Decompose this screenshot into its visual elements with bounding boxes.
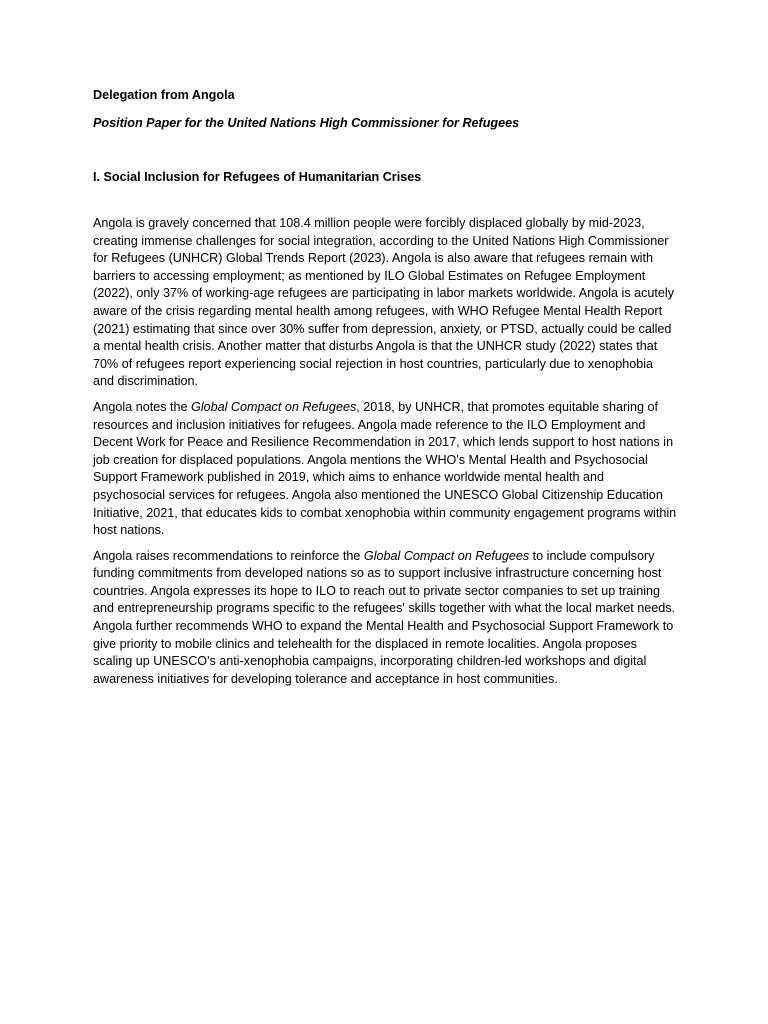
section-heading: I. Social Inclusion for Refugees of Humanitarian Crises [93,170,422,184]
paragraph-3 [93,548,677,689]
paragraph-3-body: to include compulsory funding commitments from developed nations so as to support inclusive infrastructure concerning host countries. Angola expresses its hope to ILO to reach out to private sector companies to set up training and entrepreneurship programs specific to the refugees' skills together with what the local market needs. Angola further recommends WHO to expand the Mental Health and Psychosocial Support Framework to give priority to mobile clinics and telehealth for the displaced in remote localities. Angola proposes scaling up UNESCO's anti-xenophobia campaigns, incorporating children-led workshops and digital awareness initiatives for developing tolerance and acceptance in host communities. [93,548,676,686]
delegation-line: Delegation from Angola [93,88,235,102]
document-body [93,86,677,688]
paragraph-2-body: , 2018, by UNHCR, that promotes equitable sharing of resources and inclusion initiatives for refugees. Angola made reference to the ILO Employment and Decent Work for Peace and Resilience Recommendation in 2017, which lends support to host nations in job creation for displaced populations. Angola mentions the WHO's Mental Health and Psychosocial Support Framework published in 2019, which aims to enhance worldwide mental health and psychosocial services for refugees. Angola also mentioned the UNESCO Global Citizenship Education Initiative, 2021, that educates kids to combat xenophobia within community engagement programs within host nations. [93,399,677,538]
paragraph-3-lead: Angola raises recommendations to reinforce the [93,548,364,563]
paragraph-2-italic-title: Global Compact on Refugees [191,399,357,414]
paragraph-2 [93,399,677,540]
paragraph-2-lead: Angola notes the [93,399,192,414]
paragraph-3-italic-title: Global Compact on Refugees [363,548,530,563]
paper-title: Position Paper for the United Nations High Commissioner for Refugees [93,116,520,130]
paragraph-1: Angola is gravely concerned that 108.4 million people were forcibly displaced globally by mid-2023, creating immense challenges for social integration, according to the United Nations High Commissioner for Refugees (UNHCR) Global Trends Report (2023). Angola is also aware that refugees remain with barriers to accessing employment; as mentioned by ILO Global Estimates on Refugee Employment (2022), only 37% of working-age refugees are participating in labor markets worldwide. Angola is acutely aware of the crisis regarding mental health among refugees, with WHO Refugee Mental Health Report (2021) estimating that since over 30% suffer from depression, anxiety, or PTSD, actually could be called a mental health crisis. Another matter that disturbs Angola is that the UNHCR study (2022) states that 70% of refugees report experiencing social rejection in host countries, particularly due to xenophobia and discrimination. [93,216,675,389]
